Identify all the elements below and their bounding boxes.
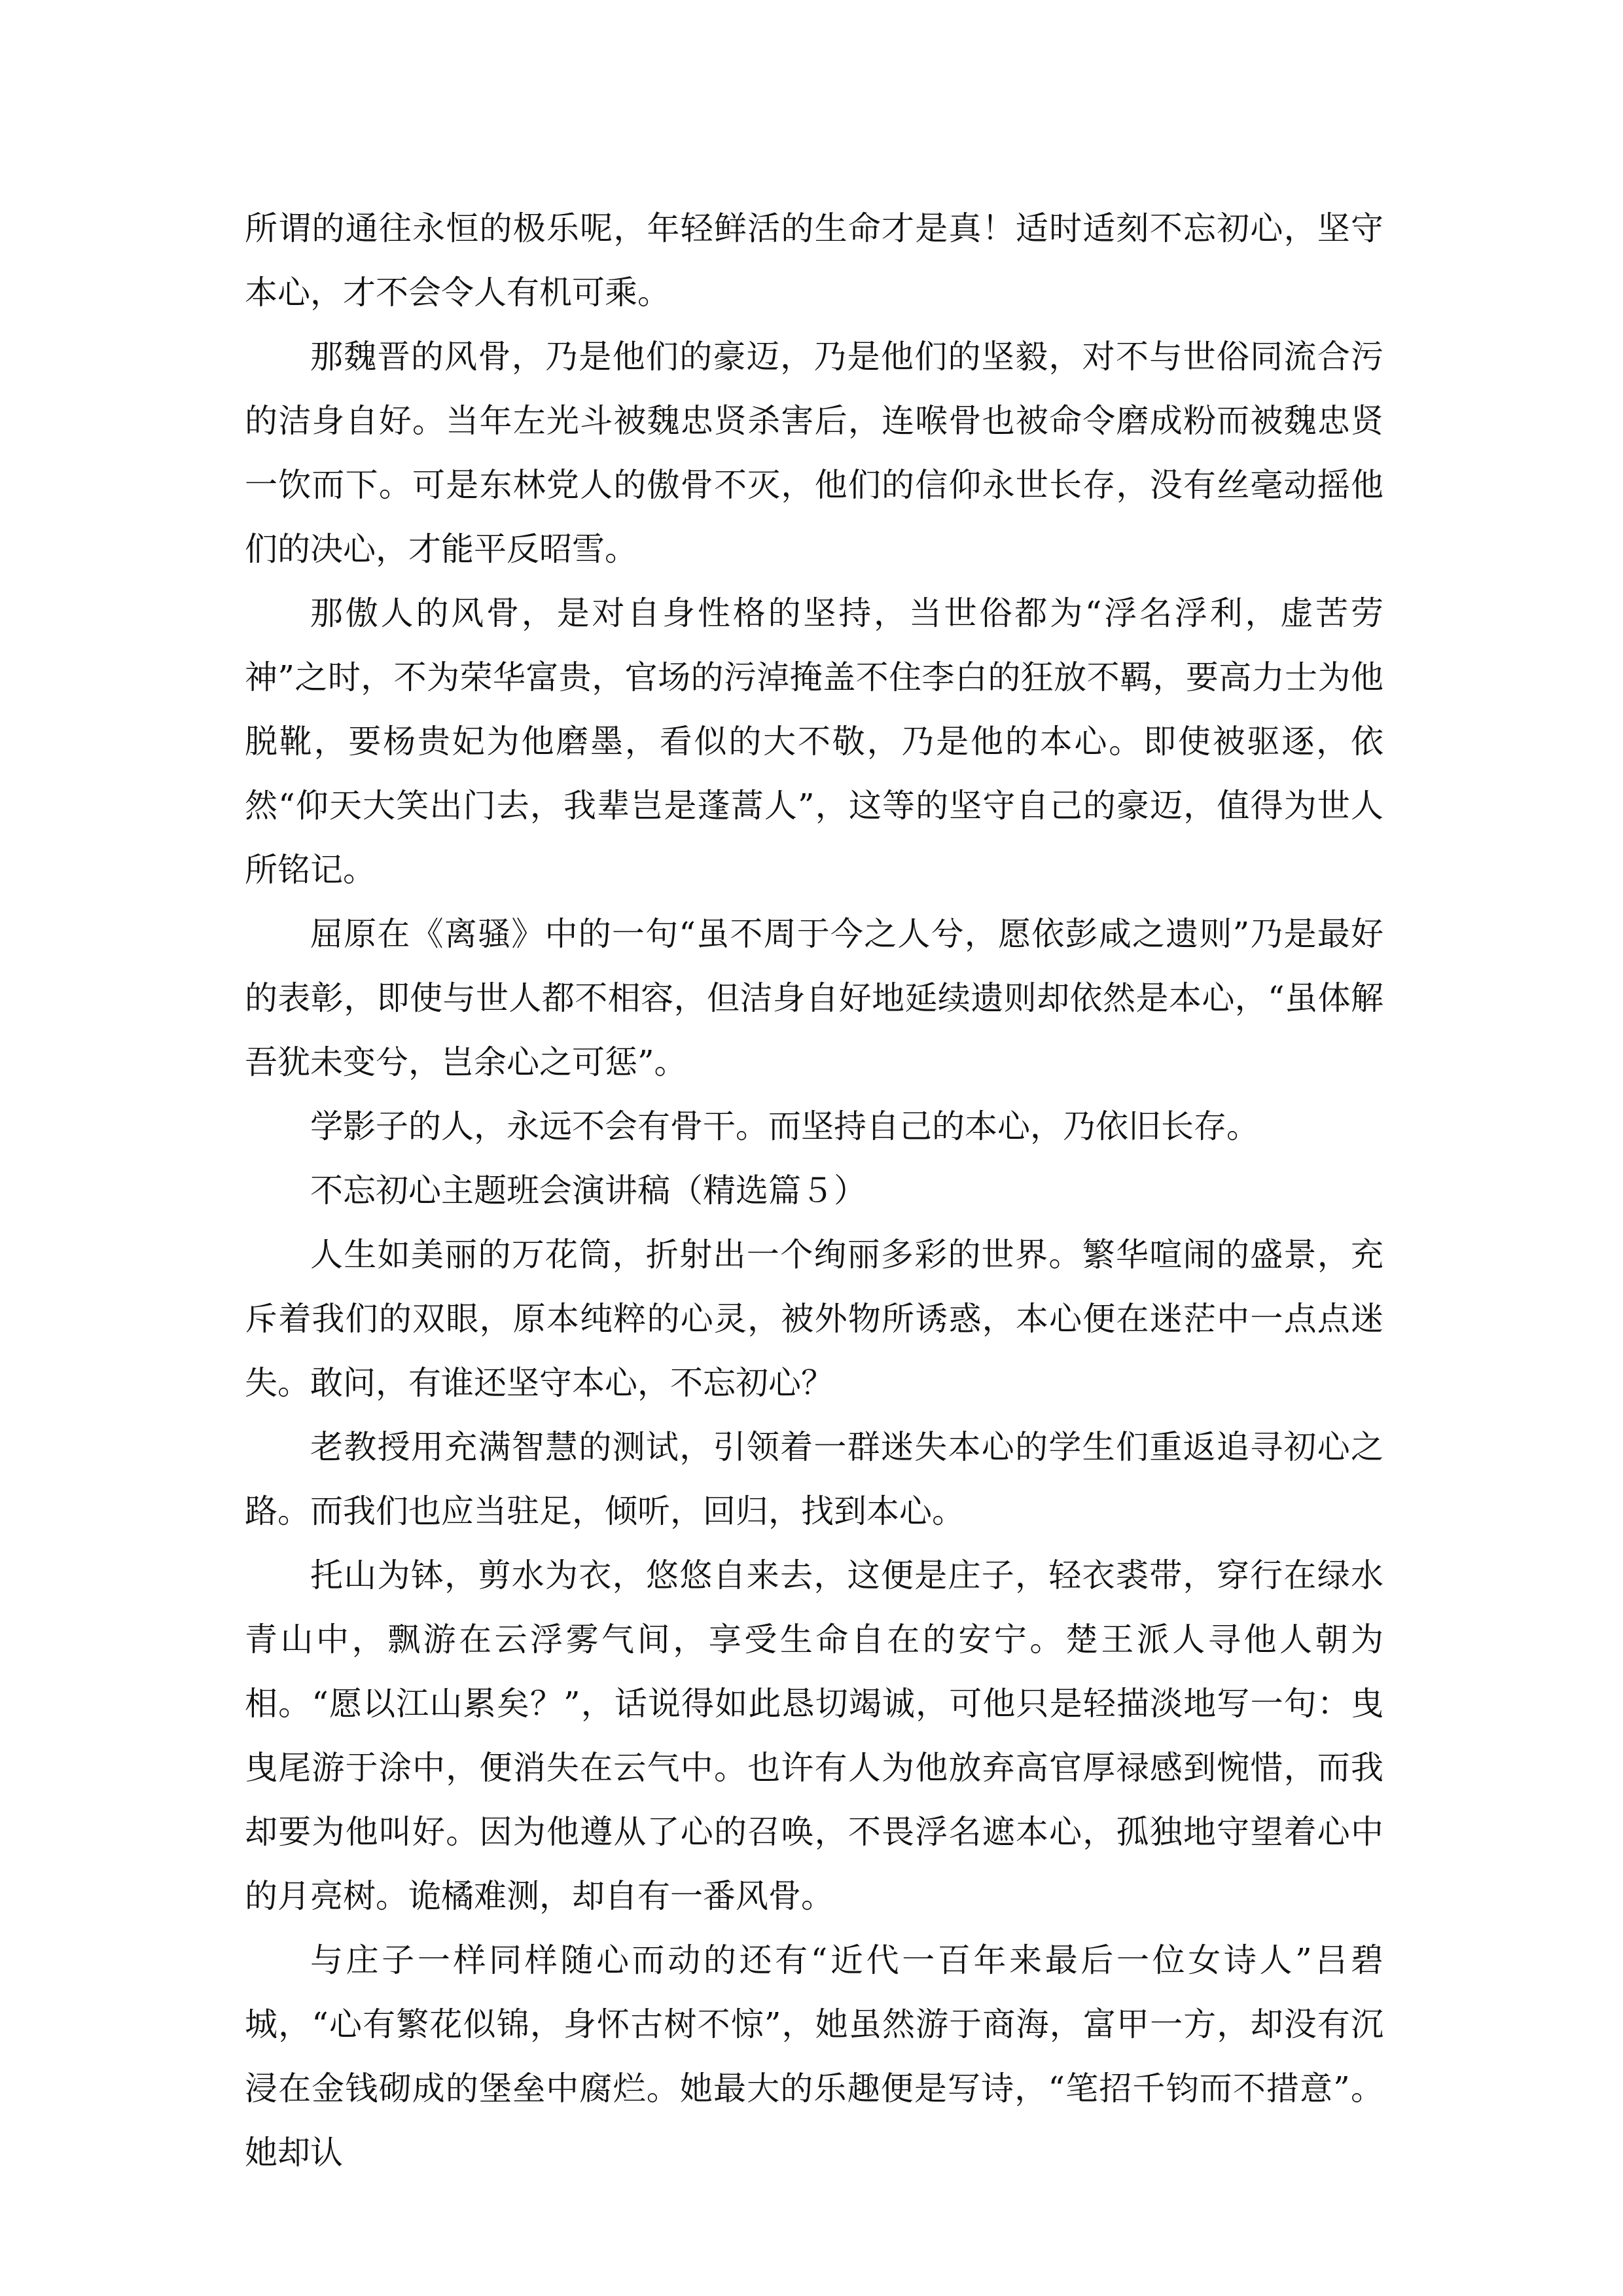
paragraph: 所谓的通往永恒的极乐呢，年轻鲜活的生命才是真！适时适刻不忘初心，坚守本心，才不会令人有机可乘。	[245, 209, 1383, 312]
paragraph: 人生如美丽的万花筒，折射出一个绚丽多彩的世界。繁华喧闹的盛景，充斥着我们的双眼，原本纯粹的心灵，被外物所诱惑，本心便在迷茫中一点点迷失。敢问，有谁还坚守本心，不忘初心？	[245, 1236, 1383, 1402]
paragraph: 与庄子一样同样随心而动的还有“近代一百年来最后一位女诗人”吕碧城，“心有繁花似锦，身怀古树不惊”，她虽然游于商海，富甲一方，却没有沉浸在金钱砌成的堡垒中腐烂。她最大的乐趣便是写诗，“笔招千钧而不措意”。她却认	[245, 1941, 1383, 2172]
paragraph: 那魏晋的风骨，乃是他们的豪迈，乃是他们的坚毅，对不与世俗同流合污的洁身自好。当年左光斗被魏忠贤杀害后，连喉骨也被命令磨成粉而被魏忠贤一饮而下。可是东林党人的傲骨不灭，他们的信仰永世长存，没有丝毫动摇他们的决心，才能平反昭雪。	[245, 338, 1383, 568]
paragraph: 学影子的人，永远不会有骨干。而坚持自己的本心，乃依旧长存。	[310, 1107, 1259, 1145]
paragraph: 那傲人的风骨，是对自身性格的坚持，当世俗都为“浮名浮利，虚苦劳神”之时，不为荣华富贵，官场的污淖掩盖不住李白的狂放不羁，要高力士为他脱靴，要杨贵妃为他磨墨，看似的大不敬，乃是他的本心。即使被驱逐，依然“仰天大笑出门去，我辈岂是蓬蒿人”，这等的坚守自己的豪迈，值得为世人所铭记。	[245, 594, 1383, 889]
paragraph: 老教授用充满智慧的测试，引领着一群迷失本心的学生们重返追寻初心之路。而我们也应当驻足，倾听，回归，找到本心。	[245, 1428, 1383, 1530]
paragraph: 托山为钵，剪水为衣，悠悠自来去，这便是庄子，轻衣裘带，穿行在绿水青山中，飘游在云浮雾气间，享受生命自在的安宁。楚王派人寻他人朝为相。“愿以江山累矣？”，话说得如此恳切竭诚，可他只是轻描淡地写一句：曳曳尾游于涂中，便消失在云气中。也许有人为他放弃高官厚禄感到惋惜，而我却要为他叫好。因为他遵从了心的召唤，不畏浮名遮本心，孤独地守望着心中的月亮树。诡橘难测，却自有一番风骨。	[245, 1556, 1383, 1915]
section-heading: 不忘初心主题班会演讲稿（精选篇５）	[310, 1172, 866, 1210]
paragraph: 屈原在《离骚》中的一句“虽不周于今之人兮，愿依彭咸之遗则”乃是最好的表彰，即使与世人都不相容，但洁身自好地延续遗则却依然是本心，“虽体解吾犹未变兮，岂余心之可惩”。	[245, 915, 1383, 1081]
body-text	[245, 196, 1383, 2185]
